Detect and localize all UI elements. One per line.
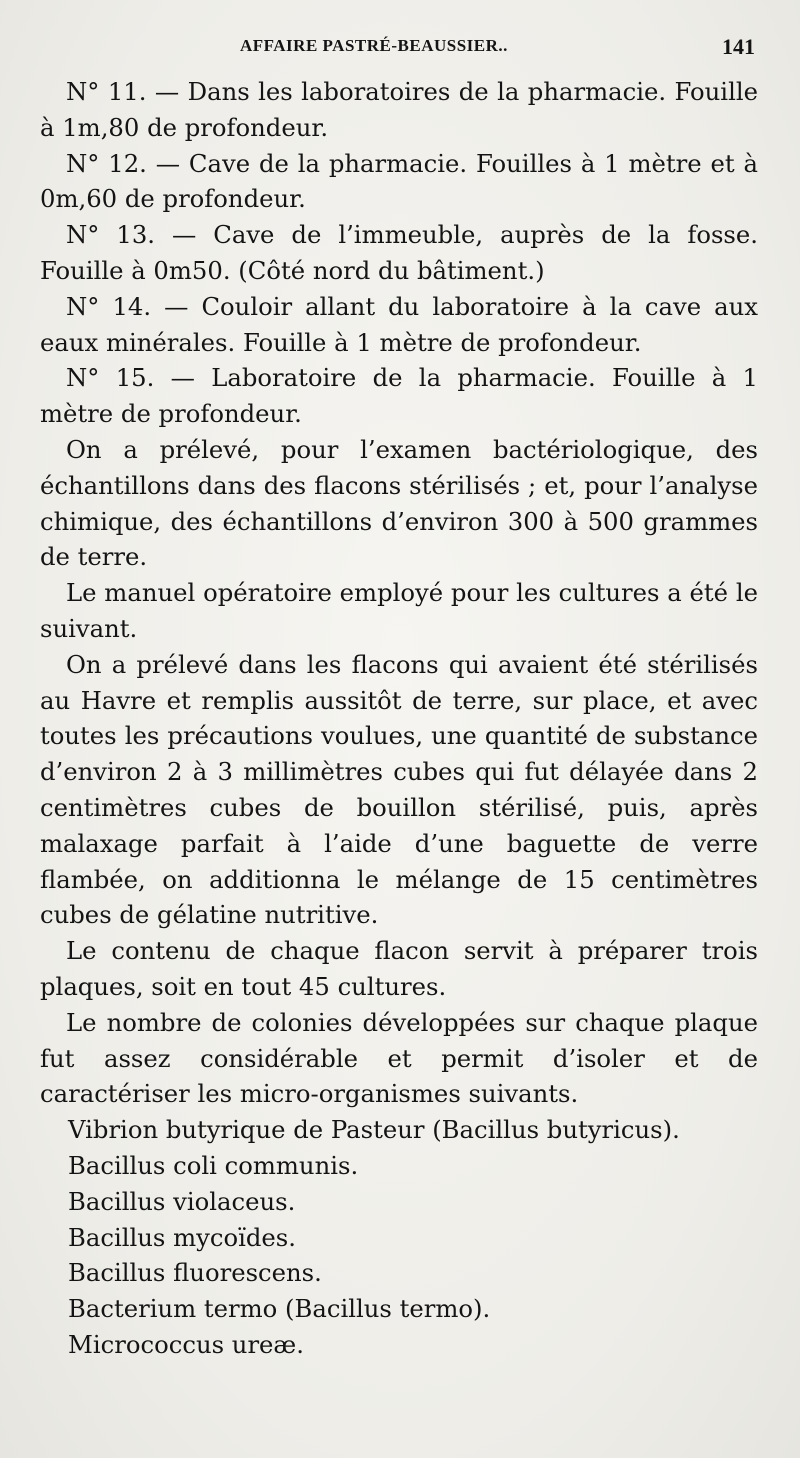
- list-item: Micrococcus ureæ.: [68, 1329, 304, 1359]
- paragraph-sample-12: N° 12. — Cave de la pharmacie. Fouilles à 1 mètre et à 0m,60 de profondeur.: [40, 148, 758, 214]
- organism-list: [40, 1112, 758, 1363]
- list-item: Bacillus mycoïdes.: [68, 1222, 296, 1252]
- paragraph-method: On a prélevé dans les flacons qui avaient été stérilisés au Havre et remplis aussitôt de terre, sur place, et avec toutes les précautions voulues, une quantité de substance d’environ 2 à 3 millimètres cubes qui fut délayée dans 2 centimètres cubes de bouillon stérilisé, puis, après malaxage parfait à l’aide d’une baguette de verre flambée, on additionna le mélange de 15 centimètres cubes de gélatine nutritive.: [40, 649, 758, 930]
- running-head: [40, 34, 755, 64]
- list-item: Bacillus fluorescens.: [68, 1258, 322, 1288]
- paragraph-sampling: On a prélevé, pour l’examen bactériologique, des échantillons dans des flacons stérilisés ; et, pour l’analyse chimique, des échantillons d’environ 300 à 500 grammes de terre.: [40, 434, 758, 572]
- paragraph-colonies: Le nombre de colonies développées sur chaque plaque fut assez considérable et permit d’isoler et de caractériser les micro-organismes suivants.: [40, 1007, 758, 1109]
- running-title: AFFAIRE PASTRÉ-BEAUSSIER..: [240, 36, 508, 55]
- paragraph-sample-14: N° 14. — Couloir allant du laboratoire à la cave aux eaux minérales. Fouille à 1 mètre de profondeur.: [40, 291, 758, 357]
- paragraph-sample-13: N° 13. — Cave de l’immeuble, auprès de la fosse. Fouille à 0m50. (Côté nord du bâtiment.): [40, 220, 758, 285]
- list-item: Vibrion butyrique de Pasteur (Bacillus butyricus).: [68, 1115, 680, 1145]
- paragraph-sample-11: N° 11. — Dans les laboratoires de la pharmacie. Fouille à 1m,80 de profondeur.: [40, 77, 758, 142]
- list-item: Bacterium termo (Bacillus termo).: [68, 1294, 491, 1324]
- page-number: 141: [722, 34, 755, 59]
- paragraph-plates: Le contenu de chaque flacon servit à préparer trois plaques, soit en tout 45 cultures.: [40, 936, 758, 1001]
- list-item: Bacillus violaceus.: [68, 1186, 296, 1216]
- body-text: [40, 74, 758, 1363]
- paragraph-sample-15: N° 15. — Laboratoire de la pharmacie. Fouille à 1 mètre de profondeur.: [40, 363, 758, 429]
- list-item: Bacillus coli communis.: [68, 1150, 359, 1180]
- paragraph-method-intro: Le manuel opératoire employé pour les cultures a été le suivant.: [40, 578, 758, 643]
